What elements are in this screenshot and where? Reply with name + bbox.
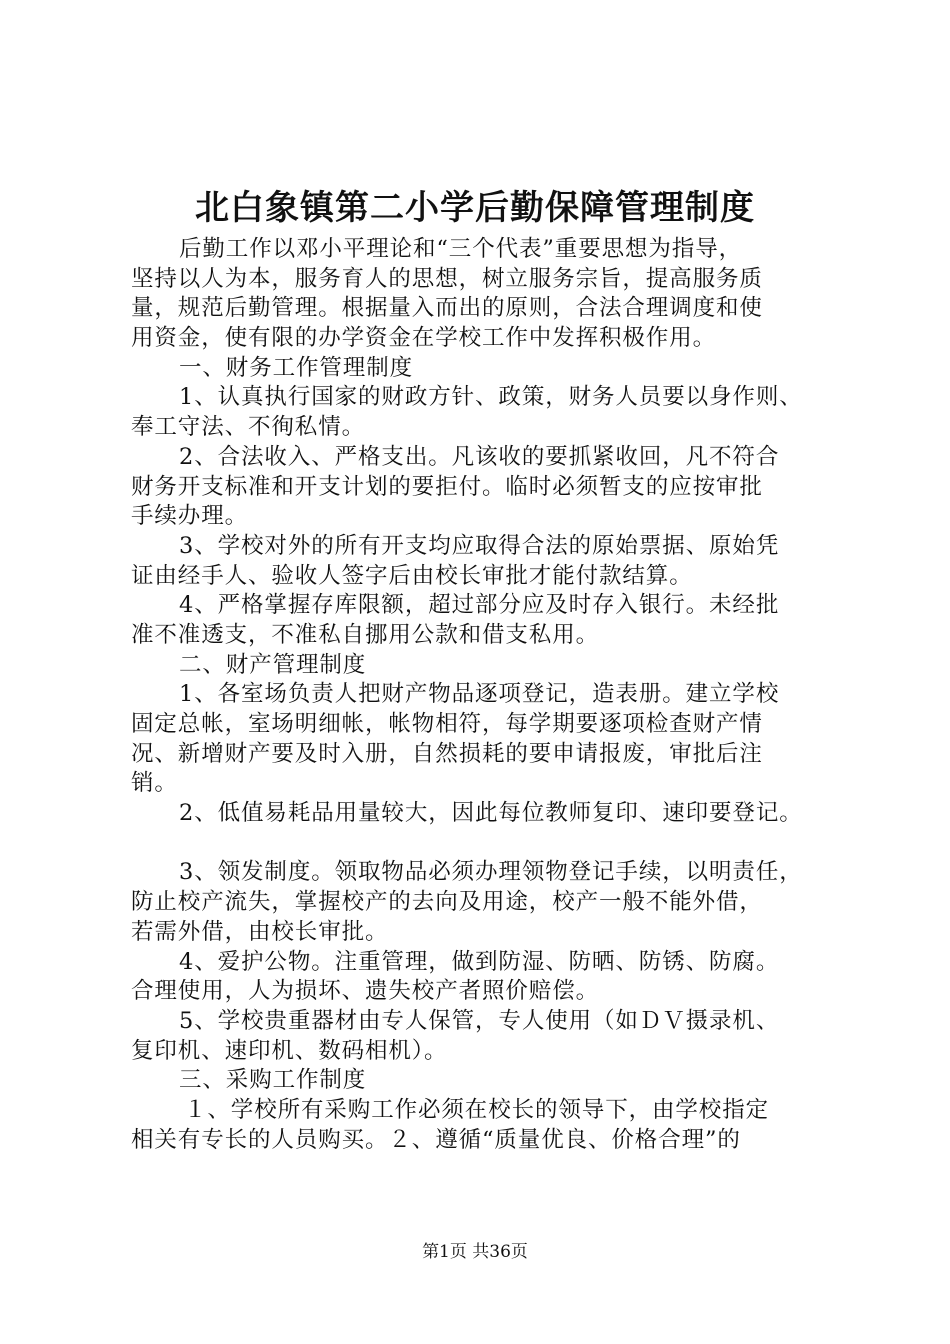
paragraph-line: 固定总帐，室场明细帐，帐物相符，每学期要逐项检查财产情 xyxy=(131,711,763,737)
paragraph-line: 1、各室场负责人把财产物品逐项登记，造表册。建立学校 xyxy=(179,681,780,708)
paragraph-line: 5、学校贵重器材由专人保管，专人使用（如ＤＶ摄录机、 xyxy=(179,1007,780,1034)
paragraph-line: 相关有专长的人员购买。２、遵循“质量优良、价格合理”的 xyxy=(131,1126,741,1153)
paragraph-line: 况、新增财产要及时入册，自然损耗的要申请报废，审批后注 xyxy=(131,740,763,767)
paragraph-line: 4、严格掌握存库限额，超过部分应及时存入银行。未经批 xyxy=(179,592,780,619)
paragraph-line: 手续办理。 xyxy=(131,503,249,530)
paragraph-line: 销。 xyxy=(131,770,178,797)
paragraph-line: 1、认真执行国家的财政方针、政策，财务人员要以身作则、 xyxy=(179,384,803,411)
paragraph-line: 证由经手人、验收人签字后由校长审批才能付款结算。 xyxy=(131,562,693,589)
paragraph-line: 坚持以人为本，服务育人的思想，树立服务宗旨，提高服务质 xyxy=(131,265,763,292)
paragraph-line: 量，规范后勤管理。根据量入而出的原则，合法合理调度和使 xyxy=(131,295,763,322)
paragraph-line: 3、学校对外的所有开支均应取得合法的原始票据、原始凭 xyxy=(179,532,780,559)
document-title: 北白象镇第二小学后勤保障管理制度 xyxy=(195,188,755,228)
paragraph-line: 奉工守法、不徇私情。 xyxy=(131,414,366,441)
section-heading: 一、财务工作管理制度 xyxy=(179,354,414,381)
paragraph-line: 防止校产流失，掌握校产的去向及用途，校产一般不能外借， xyxy=(131,889,763,916)
blank-line xyxy=(131,829,851,859)
paragraph-line: 用资金，使有限的办学资金在学校工作中发挥积极作用。 xyxy=(131,325,717,352)
paragraph-line: 准不准透支，不准私自挪用公款和借支私用。 xyxy=(131,621,600,648)
paragraph-line: 合理使用，人为损坏、遗失校产者照价赔偿。 xyxy=(131,978,600,1005)
paragraph-line: 后勤工作以邓小平理论和“三个代表”重要思想为指导， xyxy=(179,236,743,262)
paragraph-line: 财务开支标准和开支计划的要拒付。临时必须暂支的应按审批 xyxy=(131,473,763,500)
page-number: 第1页 共36页 xyxy=(422,1242,528,1262)
paragraph-line: 若需外借，由校长审批。 xyxy=(131,918,389,945)
paragraph-line: 2、合法收入、严格支出。凡该收的要抓紧收回，凡不符合 xyxy=(179,443,780,470)
paragraph-line: 复印机、速印机、数码相机）。 xyxy=(131,1037,448,1064)
paragraph-line: 2、低值易耗品用量较大，因此每位教师复印、速印要登记。 xyxy=(179,800,803,827)
paragraph-line: 4、爱护公物。注重管理，做到防湿、防晒、防锈、防腐。 xyxy=(179,948,780,975)
paragraph-line: 3、领发制度。领取物品必须办理领物登记手续，以明责任， xyxy=(179,859,803,886)
section-heading: 三、采购工作制度 xyxy=(179,1067,367,1094)
section-heading: 二、财产管理制度 xyxy=(179,651,367,678)
paragraph-line: １、学校所有采购工作必须在校长的领导下，由学校指定 xyxy=(184,1096,770,1123)
document-body xyxy=(131,235,851,1155)
